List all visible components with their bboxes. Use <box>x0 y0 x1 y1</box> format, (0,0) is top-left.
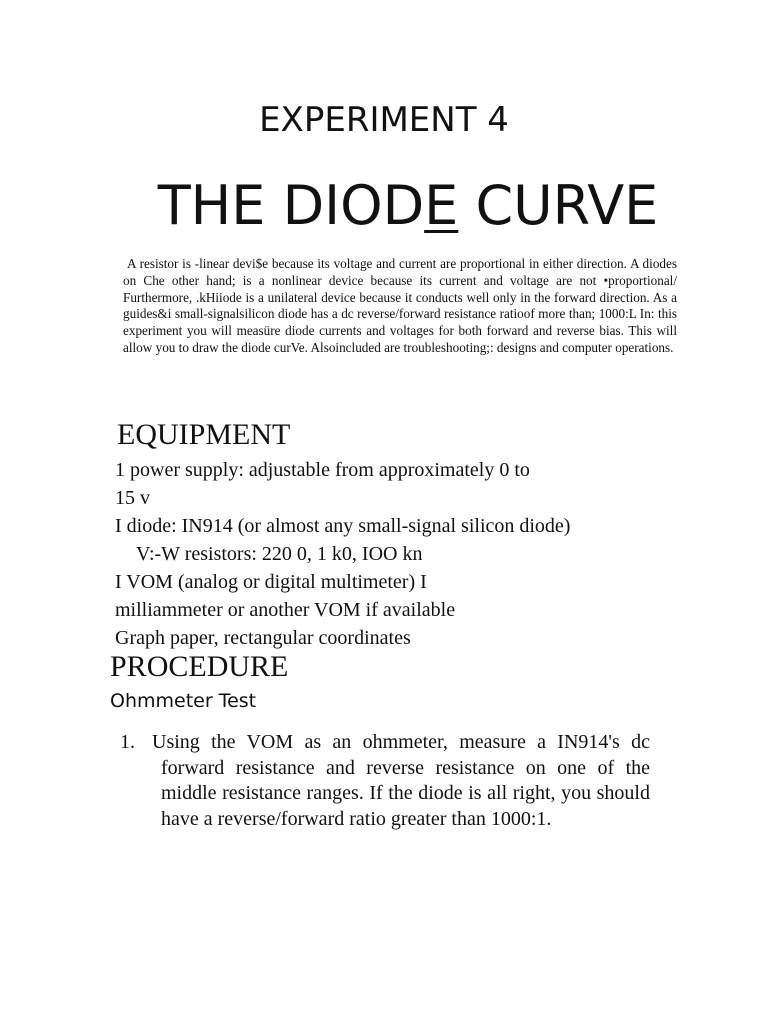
page-title <box>0 174 768 237</box>
ohmmeter-test-heading: Ohmmeter Test <box>110 690 257 712</box>
step-text: Using the VOM as an ohmmeter, measure a IN914's dc forward resistance and reverse resistance on one of the middle resistance ranges. If the diode is all right, you should have a reverse/forward ratio greater than 1000:1. <box>152 731 650 830</box>
experiment-label: EXPERIMENT 4 <box>259 100 509 140</box>
equipment-line: 1 power supply: adjustable from approximately 0 to <box>115 459 530 481</box>
intro-paragraph <box>123 256 677 357</box>
title-part-1: THE DIOD <box>157 174 425 237</box>
equipment-line: Graph paper, rectangular coordinates <box>115 627 411 649</box>
equipment-line: I VOM (analog or digital multimeter) I <box>115 571 427 593</box>
equipment-list <box>115 456 675 652</box>
intro-text: A resistor is -linear devi$e because its voltage and current are proportional in either direction. A diodes on Che other hand; is a nonlinear device because its current and voltage are not •proportional/ Furthermore, .kHiiode is a unilateral device because it conducts well only in the forward direction. As a guides&i small-signalsilicon diode has a dc reverse/forward resistance ratioof more than; 1000:L In: this experiment you will measüre diode currents and voltages for both forward and reverse bias. This will allow you to draw the diode curVe. Alsoincluded are troubleshooting;: designs and computer operations. <box>123 256 677 355</box>
title-part-2: CURVE <box>458 174 659 237</box>
equipment-line: milliammeter or another VOM if available <box>115 599 456 621</box>
equipment-line: 15 v <box>115 487 150 509</box>
step-number: 1. <box>120 731 135 753</box>
procedure-step <box>120 730 650 832</box>
equipment-heading: EQUIPMENT <box>117 418 291 451</box>
equipment-line: V:-W resistors: 220 0, 1 k0, IOO kn <box>136 543 423 565</box>
procedure-heading: PROCEDURE <box>110 650 289 683</box>
title-underlined-letter: E <box>424 174 459 237</box>
equipment-line: I diode: IN914 (or almost any small-signal silicon diode) <box>115 515 571 537</box>
